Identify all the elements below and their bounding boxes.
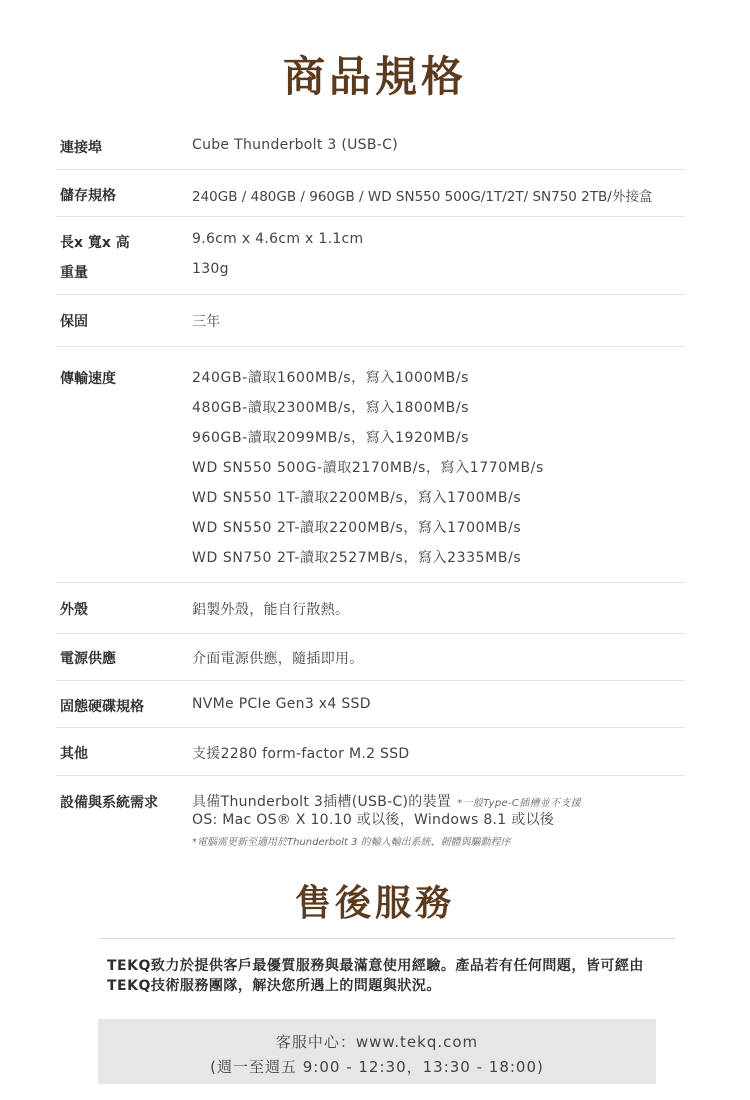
specs-title: 商品規格 — [282, 52, 467, 101]
speed-line: WD SN550 2T-讀取2200MB/s，寫入1700MB/s — [192, 520, 522, 536]
spec-row-speed — [56, 347, 685, 583]
spec-label: 傳輸速度 — [60, 371, 116, 387]
speed-line: WD SN550 1T-讀取2200MB/s，寫入1700MB/s — [192, 490, 522, 506]
requirements-inline-note: *一般Type-C插槽並不支援 — [457, 798, 581, 809]
speed-line: WD SN550 500G-讀取2170MB/s，寫入1770MB/s — [192, 460, 544, 476]
contact-hours: (週一至週五 9:00 - 12:30，13:30 - 18:00) — [210, 1058, 544, 1076]
spec-label: 儲存規格 — [60, 188, 116, 204]
spec-label: 外殼 — [60, 602, 88, 618]
service-divider — [100, 938, 675, 939]
requirements-line1: 具備Thunderbolt 3插槽(USB-C)的裝置 — [192, 794, 452, 810]
requirements-os: OS: Mac OS® X 10.10 或以後，Windows 8.1 或以後 — [192, 812, 555, 828]
spec-label: 電源供應 — [60, 651, 116, 667]
spec-value: 介面電源供應，隨插即用。 — [192, 651, 364, 667]
speed-line: 240GB-讀取1600MB/s，寫入1000MB/s — [192, 370, 470, 386]
requirements-note: *電腦需更新至適用於Thunderbolt 3 的輸入輸出系統、韌體與驅動程序 — [192, 837, 511, 848]
spec-row-casing — [56, 583, 685, 634]
contact-box — [98, 1019, 656, 1084]
spec-value: 240GB / 480GB / 960GB / WD SN550 500G/1T/2T/ SN750 2TB/外接盒 — [192, 189, 653, 205]
contact-center: 客服中心：www.tekq.com — [275, 1033, 479, 1051]
spec-value — [192, 791, 581, 811]
spec-label: 連接埠 — [60, 140, 102, 156]
spec-row-power — [56, 634, 685, 681]
spec-label: 固態硬碟規格 — [60, 699, 144, 715]
spec-label: 其他 — [60, 746, 88, 762]
speed-line: 480GB-讀取2300MB/s，寫入1800MB/s — [192, 400, 470, 416]
spec-label: 長x 寬x 高 — [60, 235, 130, 251]
speed-line: WD SN750 2T-讀取2527MB/s，寫入2335MB/s — [192, 550, 522, 566]
service-description: TEKQ致力於提供客戶最優質服務與最滿意使用經驗。產品若有任何問題，皆可經由 TEKQ技術服務團隊，解決您所遇上的問題與狀況。 — [107, 958, 644, 994]
spec-label: 重量 — [60, 265, 88, 281]
spec-row-other — [56, 728, 685, 776]
spec-label: 設備與系統需求 — [60, 795, 158, 811]
speed-line: 960GB-讀取2099MB/s，寫入1920MB/s — [192, 430, 470, 446]
spec-value: 支援2280 form-factor M.2 SSD — [192, 746, 410, 762]
spec-row-capacity — [56, 170, 685, 217]
service-title: 售後服務 — [294, 883, 455, 924]
spec-value: NVMe PCIe Gen3 x4 SSD — [192, 696, 371, 712]
spec-row-port — [56, 124, 685, 170]
spec-row-ssd — [56, 681, 685, 728]
spec-value: 三年 — [192, 314, 221, 330]
spec-value: 鋁製外殼，能自行散熱。 — [192, 602, 350, 618]
spec-row-requirements — [56, 776, 685, 854]
spec-value: 130g — [192, 261, 229, 277]
spec-value: Cube Thunderbolt 3 (USB-C) — [192, 137, 398, 153]
spec-label: 保固 — [60, 314, 88, 330]
spec-value: 9.6cm x 4.6cm x 1.1cm — [192, 231, 364, 247]
spec-row-warranty — [56, 295, 685, 347]
spec-row-dimensions — [56, 217, 685, 295]
